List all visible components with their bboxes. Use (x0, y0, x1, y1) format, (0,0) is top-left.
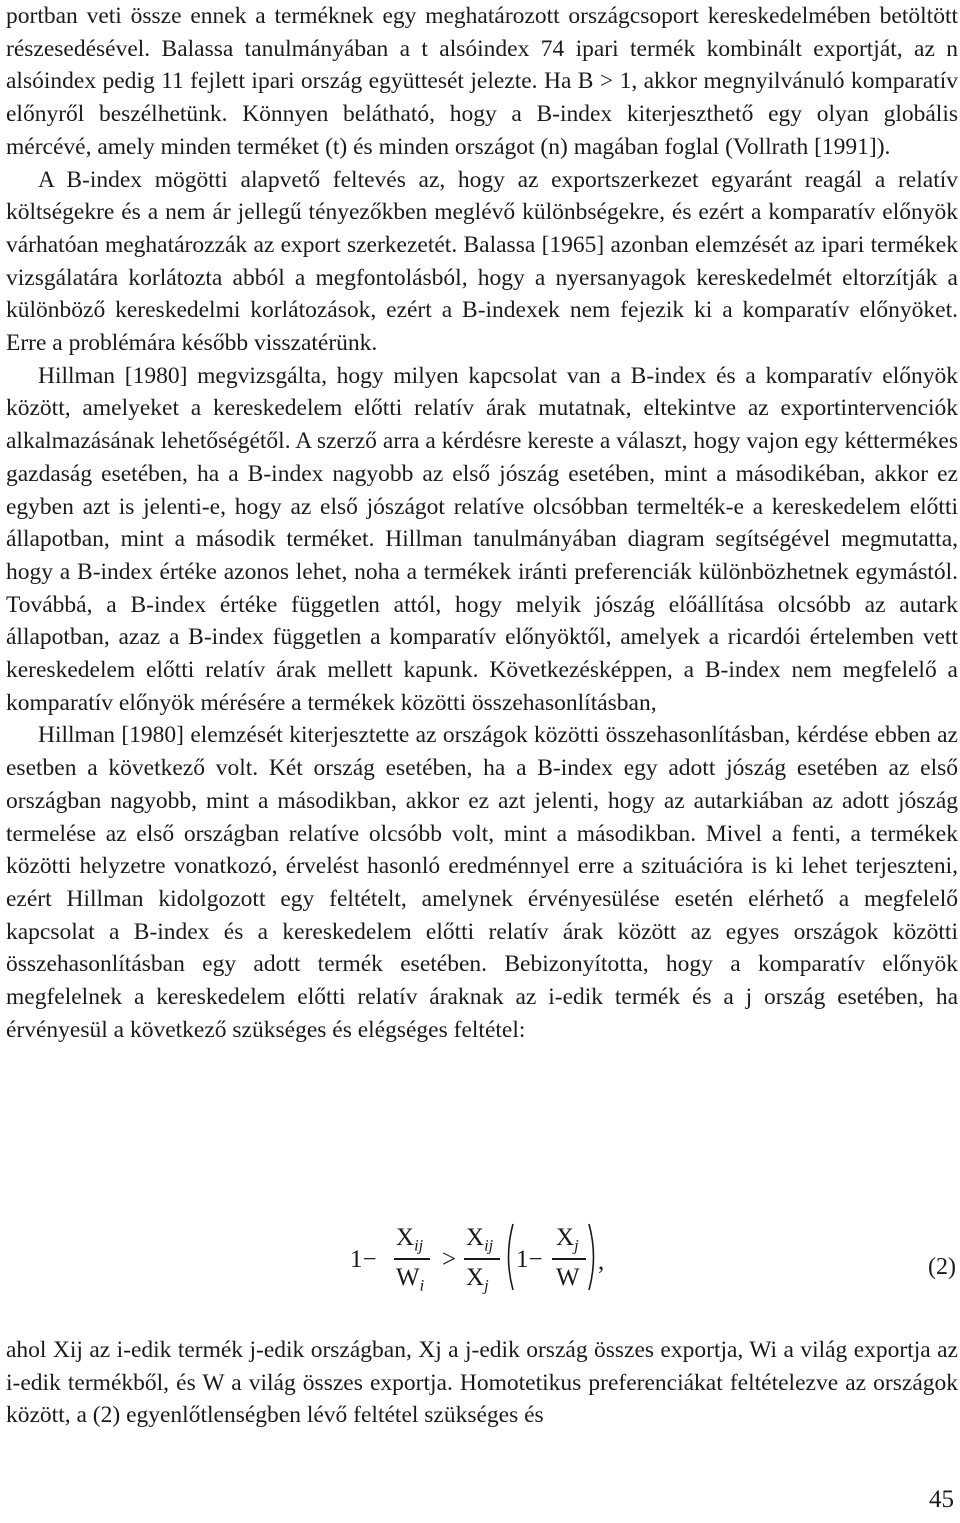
eq-numerator-xj: $X_j$ (556, 1224, 579, 1255)
paragraph-3: Hillman [1980] megvizsgálta, hogy milyen kapcsolat van a B-index és a komparatív előnyök között, amelyeket a kereskedelem előtti relatív árak mutatnak, eltekintve az exportintervenciók alkalmazásának lehetőségétől. A szerző arra a kérdésre kereste a választ, hogy vajon egy kéttermékes gazdaság esetében, ha a B-index nagyobb az első jószág esetében, mint a másodikéban, akkor ez egyben azt is jelenti-e, hogy az első jószágot relatíve olcsóbban termelték-e a kereskedelem előtti állapotban, mint a második terméket. Hillman tanulmányában diagram segítségével megmutatta, hogy a B-index értéke azonos lehet, noha a termékek iránti preferenciák különbözhetnek egymástól. Továbbá, a B-index értéke független attól, hogy melyik jószág előállítása olcsóbb az autark állapotban, azaz a B-index független a komparatív előnyöktől, amelyek a ricardói értelemben vett kereskedelem előtti relatív árak mellett kapunk. Következésképpen, a B-index nem megfelelő a komparatív előnyök mérésére a termékek közötti összehasonlításban, (6, 362, 958, 716)
equation-2 (350, 1202, 960, 1322)
eq-comma: , (598, 1248, 605, 1275)
body-text-continued (6, 1334, 958, 1432)
body-text (6, 0, 958, 1047)
paragraph-1: portban veti össze ennek a terméknek egy meghatározott országcsoport kereskedelmében betöltött részesedésével. Balassa tanulmányában a t alsóindex 74 ipari termék kombinált exportját, az n alsóindex pedig 11 fejlett ipari ország együttesét jelezte. Ha B > 1, akkor megnyilvánuló komparatív előnyről beszélhetünk. Könnyen belátható, hogy a B-index kiterjeszthető egy olyan globális mércévé, amely minden terméket (t) és minden országot (n) magában foglal (Vollrath [1991]). (6, 3, 958, 160)
eq-greater-than: > (442, 1246, 457, 1273)
eq-denominator-w-total: W (556, 1264, 580, 1291)
eq-fraction-line-2 (464, 1258, 500, 1260)
eq-left-paren (502, 1222, 516, 1292)
eq-one-minus-inner: 1− (516, 1246, 543, 1273)
eq-denominator-x: $X_j$ (466, 1264, 489, 1295)
paragraph-2: A B-index mögötti alapvető feltevés az, hogy az exportszerkezet egyaránt reagál a relatív költségekre és a nem ár jellegű tényezőkben meglévő különbségekre, és ezért a komparatív előnyök várhatóan meghatározzák az export szerkezetét. Balassa [1965] azonban elemzését az ipari termékek vizsgálatára korlátozta abból a megfontolásból, hogy a nyersanyagok kereskedelmét eltorzítják a különböző kereskedelmi korlátozások, ezért a B-indexek nem fejezik ki a komparatív előnyöket. Erre a problémára később visszatérünk. (6, 166, 958, 357)
eq-one-minus: 1− (350, 1246, 377, 1273)
eq-fraction-line-3 (552, 1258, 586, 1260)
eq-fraction-line-1 (394, 1258, 430, 1260)
page-number: 45 (929, 1486, 954, 1513)
eq-denominator-w: $W_i$ (396, 1264, 425, 1295)
eq-numerator-x-2: $X_{ij}$ (466, 1224, 494, 1255)
paragraph-4: Hillman [1980] elemzését kiterjesztette az országok közötti összehasonlításban, kérdése ebben az esetben a következő volt. Két ország esetében, ha a B-index egy adott jószág esetében az első országban nagyobb, mint a másodikban, akkor ez azt jelenti, hogy az autarkiában az adott jószág termelése az első országban relatíve olcsóbb volt, mint a másodikban. Mivel a fenti, a termékek közötti helyzetre vonatkozó, érvelést hasonló eredménnyel erre a szituációra is ki lehet terjeszteni, ezért Hillman kidolgozott egy feltételt, amelynek érvényesülése esetén elérhető a megfelelő kapcsolat a B-index és a kereskedelem előtti relatív árak között az egyes országok közötti összehasonlításban egy adott termék esetében. Bebizonyította, hogy a komparatív előnyök megfelelnek a kereskedelem előtti relatív áraknak az i-edik termék és a j ország esetében, ha érvényesül a következő szükséges és elégséges feltétel: (6, 722, 958, 1043)
eq-numerator-x: $X_{ij}$ (396, 1224, 424, 1255)
equation-number: (2) (928, 1254, 956, 1280)
paragraph-5: ahol Xij az i-edik termék j-edik országban, Xj a j-edik ország összes exportja, Wi a világ exportja az i-edik termékből, és W a világ összes exportja. Homotetikus preferenciákat feltételezve az országok között, a (2) egyenlőtlenségben lévő feltétel szükséges és (6, 1337, 958, 1429)
